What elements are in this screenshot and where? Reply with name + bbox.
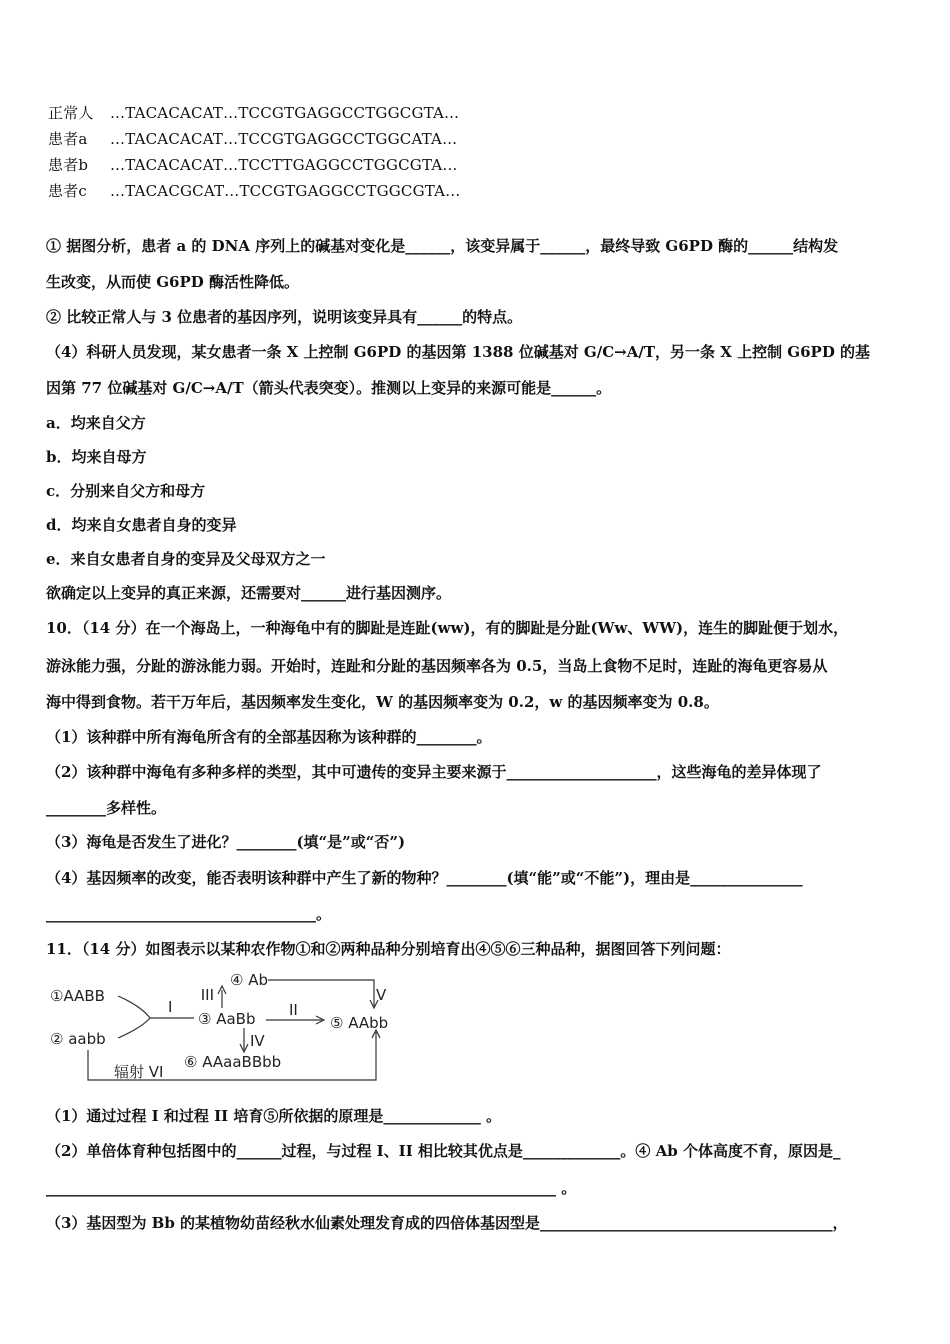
q10-sub2-line2: ________多样性。 xyxy=(46,799,167,817)
sequence-text: …TACACACAT…TCCGTGAGGCCTGGCATA… xyxy=(110,130,458,148)
node-2: ② aabb xyxy=(50,1030,106,1048)
q9-part4-line1: （4）科研人员发现，某女患者一条 X 上控制 G6PD 的基因第 1388 位碱基对 G/C→A/T，另一条 X 上控制 G6PD 的基 xyxy=(46,343,871,361)
option-e: e．来自女患者自身的变异及父母双方之一 xyxy=(46,550,326,568)
node-6: ⑥ AAaaBBbb xyxy=(184,1053,282,1071)
q9-sub2: ② 比较正常人与 3 位患者的基因序列，说明该变异具有______的特点。 xyxy=(46,308,523,326)
option-b: b．均来自母方 xyxy=(46,448,147,466)
q10-stem-line2: 游泳能力强，分趾的游泳能力弱。开始时，连趾和分趾的基因频率各为 0.5，当岛上食物不足时，连趾的海龟更容易从 xyxy=(46,657,828,675)
sequence-row-patient-a xyxy=(48,128,457,149)
q10-sub4-line1: （4）基因频率的改变，能否表明该种群中产生了新的物种？________(填“能”或“不能”)，理由是_______________ xyxy=(46,869,803,887)
option-c: c．分别来自父方和母方 xyxy=(46,482,206,500)
sequence-text: …TACACACAT…TCCTTGAGGCCTGGCGTA… xyxy=(110,156,458,174)
sequence-row-normal xyxy=(48,102,459,123)
breeding-diagram xyxy=(46,966,426,1088)
process-v-label: V xyxy=(376,986,387,1004)
sequence-text: …TACACACAT…TCCGTGAGGCCTGGCGTA… xyxy=(110,104,460,122)
q10-stem-line3: 海中得到食物。若干万年后，基因频率发生变化，W 的基因频率变为 0.2，w 的基因频率变为 0.8。 xyxy=(46,693,719,711)
sequence-text: …TACACGCAT…TCCGTGAGGCCTGGCGTA… xyxy=(110,182,461,200)
q11-stem: 11．（14 分）如图表示以某种农作物①和②两种品种分别培育出④⑤⑥三种品种，据图回答下列问题： xyxy=(46,940,731,958)
sequence-label: 患者b xyxy=(48,156,89,174)
q11-sub3: （3）基因型为 Bb 的某植物幼苗经秋水仙素处理发育成的四倍体基因型是_______________________________________， xyxy=(46,1214,848,1232)
node-5: ⑤ AAbb xyxy=(330,1014,389,1032)
process-vi-label: 辐射 VI xyxy=(114,1063,164,1081)
q9-sub1-line2: 生改变，从而使 G6PD 酶活性降低。 xyxy=(46,273,299,291)
q10-sub3: （3）海龟是否发生了进化？________(填“是”或“否”) xyxy=(46,833,406,851)
node-3: ③ AaBb xyxy=(198,1010,256,1028)
q10-sub2-line1: （2）该种群中海龟有多种多样的类型，其中可遗传的变异主要来源于____________________，这些海龟的差异体现了 xyxy=(46,763,822,781)
q9-part4-line2: 因第 77 位碱基对 G/C→A/T（箭头代表突变）。推测以上变异的来源可能是______。 xyxy=(46,379,612,397)
q9-sequencing: 欲确定以上变异的真正来源，还需要对______进行基因测序。 xyxy=(46,584,452,602)
sequence-label: 正常人 xyxy=(48,104,94,122)
q10-stem-line1: 10．（14 分）在一个海岛上，一种海龟中有的脚趾是连趾(ww)，有的脚趾是分趾(Ww、WW)，连生的脚趾便于划水， xyxy=(46,619,849,637)
sequence-row-patient-b xyxy=(48,154,458,175)
q10-sub4-line2: ____________________________________。 xyxy=(46,905,332,923)
node-1: ①AABB xyxy=(50,987,105,1005)
process-iii-label: III xyxy=(200,986,214,1004)
q11-sub2-line2: ____________________________________________________________________ 。 xyxy=(46,1179,577,1197)
q9-sub1-line1: ① 据图分析，患者 a 的 DNA 序列上的碱基对变化是______，该变异属于______，最终导致 G6PD 酶的______结构发 xyxy=(46,237,839,255)
q11-sub2-line1: （2）单倍体育种包括图中的______过程，与过程 I、II 相比较其优点是_____________。④ Ab 个体高度不育，原因是_ xyxy=(46,1142,841,1160)
q11-sub1: （1）通过过程 I 和过程 II 培育⑤所依据的原理是_____________ 。 xyxy=(46,1107,502,1125)
process-ii-label: II xyxy=(289,1001,298,1019)
sequence-label: 患者a xyxy=(48,130,88,148)
option-a: a．均来自父方 xyxy=(46,414,146,432)
process-v-line xyxy=(268,980,374,1006)
process-i-label: I xyxy=(168,998,173,1016)
sequence-label: 患者c xyxy=(48,182,88,200)
node-4: ④ Ab xyxy=(230,971,268,989)
process-iv-label: IV xyxy=(250,1032,265,1050)
sequence-row-patient-c xyxy=(48,180,460,201)
option-d: d．均来自女患者自身的变异 xyxy=(46,516,237,534)
q10-sub1: （1）该种群中所有海龟所含有的全部基因称为该种群的________。 xyxy=(46,728,492,746)
process-i-line xyxy=(118,996,194,1038)
